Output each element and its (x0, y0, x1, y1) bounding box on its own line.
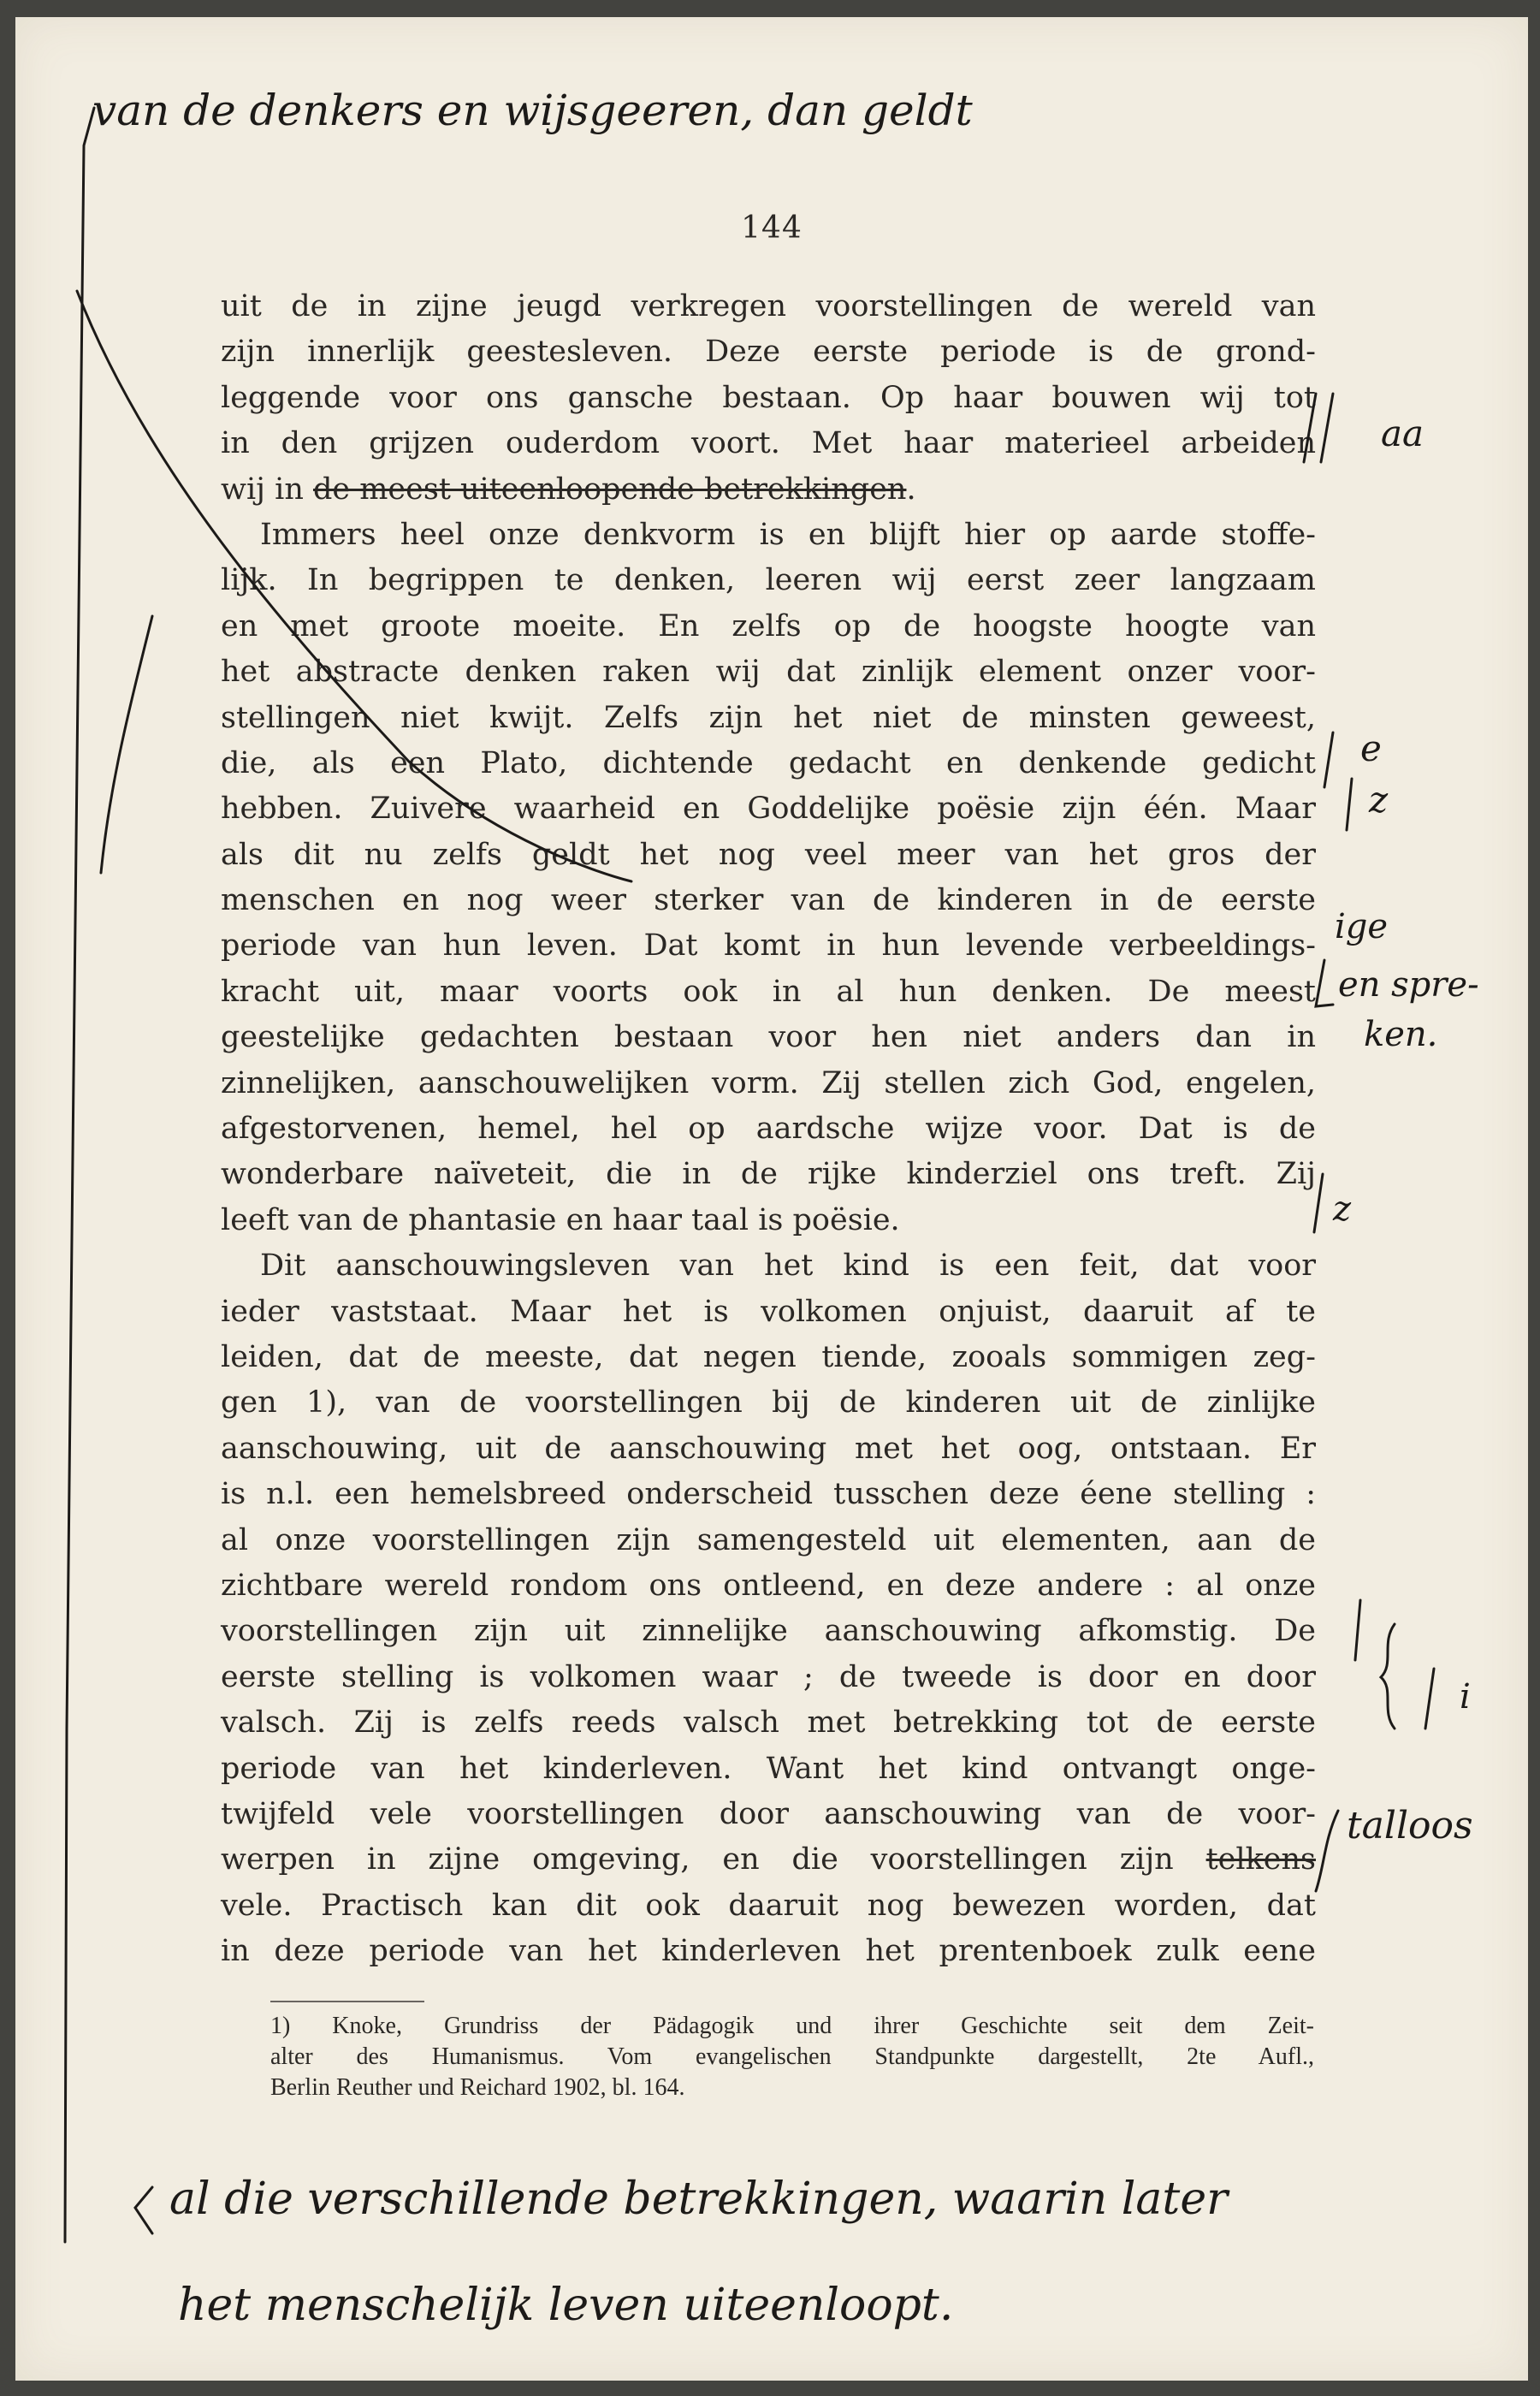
insert-mark-i (1425, 1669, 1434, 1729)
text-line-content: ieder vaststaat. Maar het is volkomen onjuist, daaruit af te (221, 1294, 1316, 1329)
footnote-line: Berlin Reuther und Reichard 1902, bl. 164. (270, 2074, 685, 2101)
text-line-content: hebben. Zuivere waarheid en Goddelijke poësie zijn één. Maar (221, 792, 1316, 827)
text-line-content: eerste stelling is volkomen waar ; de tweede is door en door (221, 1659, 1316, 1694)
handwritten-bottom-note-line-2: het menschelijk leven uiteenloopt. (178, 2280, 954, 2331)
text-line-content: werpen in zijne omgeving, en die voorstellingen zijn (221, 1842, 1206, 1877)
text-line-content: aanschouwing, uit de aanschouwing met het oog, ontstaan. Er (221, 1431, 1316, 1466)
text-line-content: Dit aanschouwingsleven van het kind is een feit, dat voor (260, 1248, 1316, 1284)
bottom-insert-bracket (135, 2187, 152, 2233)
pen-strokes (15, 17, 1528, 2381)
margin-note-i: i (1460, 1677, 1471, 1717)
margin-note-ken: ken. (1364, 1015, 1438, 1054)
text-line-content: kracht uit, maar voorts ook in al hun denken. De meest (221, 974, 1316, 1009)
text-line-content: zichtbare wereld rondom ons ontleend, en deze andere : al onze (221, 1568, 1316, 1603)
text-line-content: gen 1), van de voorstellingen bij de kinderen uit de zinlijke (221, 1385, 1316, 1420)
text-line-content: leeft van de phantasie en haar taal is poësie. (221, 1202, 900, 1237)
insert-mark-z-2 (1314, 1174, 1323, 1232)
text-line-content: leggende voor ons gansche bestaan. Op haar bouwen wij tot (221, 380, 1316, 415)
text-line-content: Immers heel onze denkvorm is en blijft hier op aarde stoffe- (260, 517, 1316, 552)
text-line-content: leiden, dat de meeste, dat negen tiende, zooals sommigen zeg- (221, 1339, 1316, 1374)
text-line-content: het abstracte denken raken wij dat zinlijk element onzer voor- (221, 655, 1316, 690)
handwritten-bottom-note-line-1: al die verschillende betrekkingen, waarin later (169, 2174, 1228, 2225)
struck-through-text: de meest uiteenloopende betrekkingen (313, 471, 907, 507)
footnote-line: 1) Knoke, Grundriss der Pädagogik und ihrer Geschichte seit dem Zeit- (270, 2013, 1314, 2039)
insert-mark-en-spreken (1316, 960, 1333, 1006)
margin-note-talloos: talloos (1347, 1804, 1473, 1847)
text-line-content: zijn innerlijk geestesleven. Deze eerste periode is de grond- (221, 335, 1316, 370)
text-line-content: die, als een Plato, dichtende gedacht en denkende gedicht (221, 745, 1316, 780)
page-number: 144 (741, 211, 803, 246)
footnote-line: alter des Humanismus. Vom evangelischen Standpunkte dargestellt, 2te Aufl., (270, 2043, 1314, 2070)
insert-mark-brace (1355, 1600, 1395, 1729)
text-line-content: voorstellingen zijn uit zinnelijke aanschouwing afkomstig. De (221, 1614, 1316, 1649)
text-line-content: stellingen niet kwijt. Zelfs zijn het niet de minsten geweest, (221, 700, 1316, 735)
text-line-content: vele. Practisch kan dit ook daaruit nog bewezen worden, dat (221, 1888, 1316, 1923)
text-line-content: zinnelijken, aanschouwelijken vorm. Zij stellen zich God, engelen, (221, 1065, 1316, 1100)
text-line-content: periode van hun leven. Dat komt in hun levende verbeeldings- (221, 928, 1316, 964)
text-line-content: in deze periode van het kinderleven het prentenboek zulk eene (221, 1934, 1316, 1969)
text-line-content: menschen en nog weer sterker van de kinderen in de eerste (221, 883, 1316, 918)
text-line-content: lijk. In begrippen te denken, leeren wij eerst zeer langzaam (221, 563, 1316, 598)
margin-note-aa: aa (1381, 412, 1424, 454)
insert-mark-e-z (1324, 732, 1352, 830)
text-line-content: uit de in zijne jeugd verkregen voorstellingen de wereld van (221, 289, 1316, 323)
text-line-content: is n.l. een hemelsbreed onderscheid tusschen deze éene stelling : (221, 1477, 1316, 1512)
text-line-content: al onze voorstellingen zijn samengesteld uit elementen, aan de (221, 1522, 1316, 1557)
text-line-content: afgestorvenen, hemel, hel op aardsche wijze voor. Dat is de (221, 1112, 1316, 1147)
text-line-content: twijfeld vele voorstellingen door aanschouwing van de voor- (221, 1796, 1316, 1831)
text-line-content: in den grijzen ouderdom voort. Met haar materieel arbeiden (221, 426, 1316, 461)
text-line-content: valsch. Zij is zelfs reeds valsch met betrekking tot de eerste (221, 1705, 1316, 1741)
margin-note-ige: ige (1335, 907, 1389, 946)
diagonal-strike-line (77, 291, 631, 881)
text-line-content: en met groote moeite. En zelfs op de hoogste hoogte van (221, 608, 1316, 643)
text-line-content: als dit nu zelfs geldt het nog veel meer van het gros der (221, 837, 1316, 872)
insert-mark-talloos (1316, 1811, 1338, 1891)
left-margin-curve (101, 616, 152, 873)
margin-note-z-2: z (1333, 1189, 1352, 1229)
margin-note-e: e (1360, 727, 1382, 769)
margin-note-en-spreken: en spre- (1338, 965, 1479, 1005)
left-margin-bracket (65, 108, 94, 2242)
margin-note-z-1: z (1369, 779, 1389, 821)
text-line-content: wij in (221, 471, 313, 507)
text-line-content: geestelijke gedachten bestaan voor hen niet anders dan in (221, 1020, 1316, 1055)
text-line-content: wonderbare naïveteit, die in de rijke kinderziel ons treft. Zij (221, 1157, 1316, 1192)
handwritten-top-note: van de denkers en wijsgeeren, dan geldt (92, 86, 973, 135)
text-line-content: periode van het kinderleven. Want het kind ontvangt onge- (221, 1751, 1316, 1786)
struck-through-text: telkens (1205, 1842, 1316, 1877)
manuscript-page (15, 17, 1528, 2381)
insert-mark-aa (1304, 394, 1333, 462)
text-line-tail: . (906, 471, 916, 507)
